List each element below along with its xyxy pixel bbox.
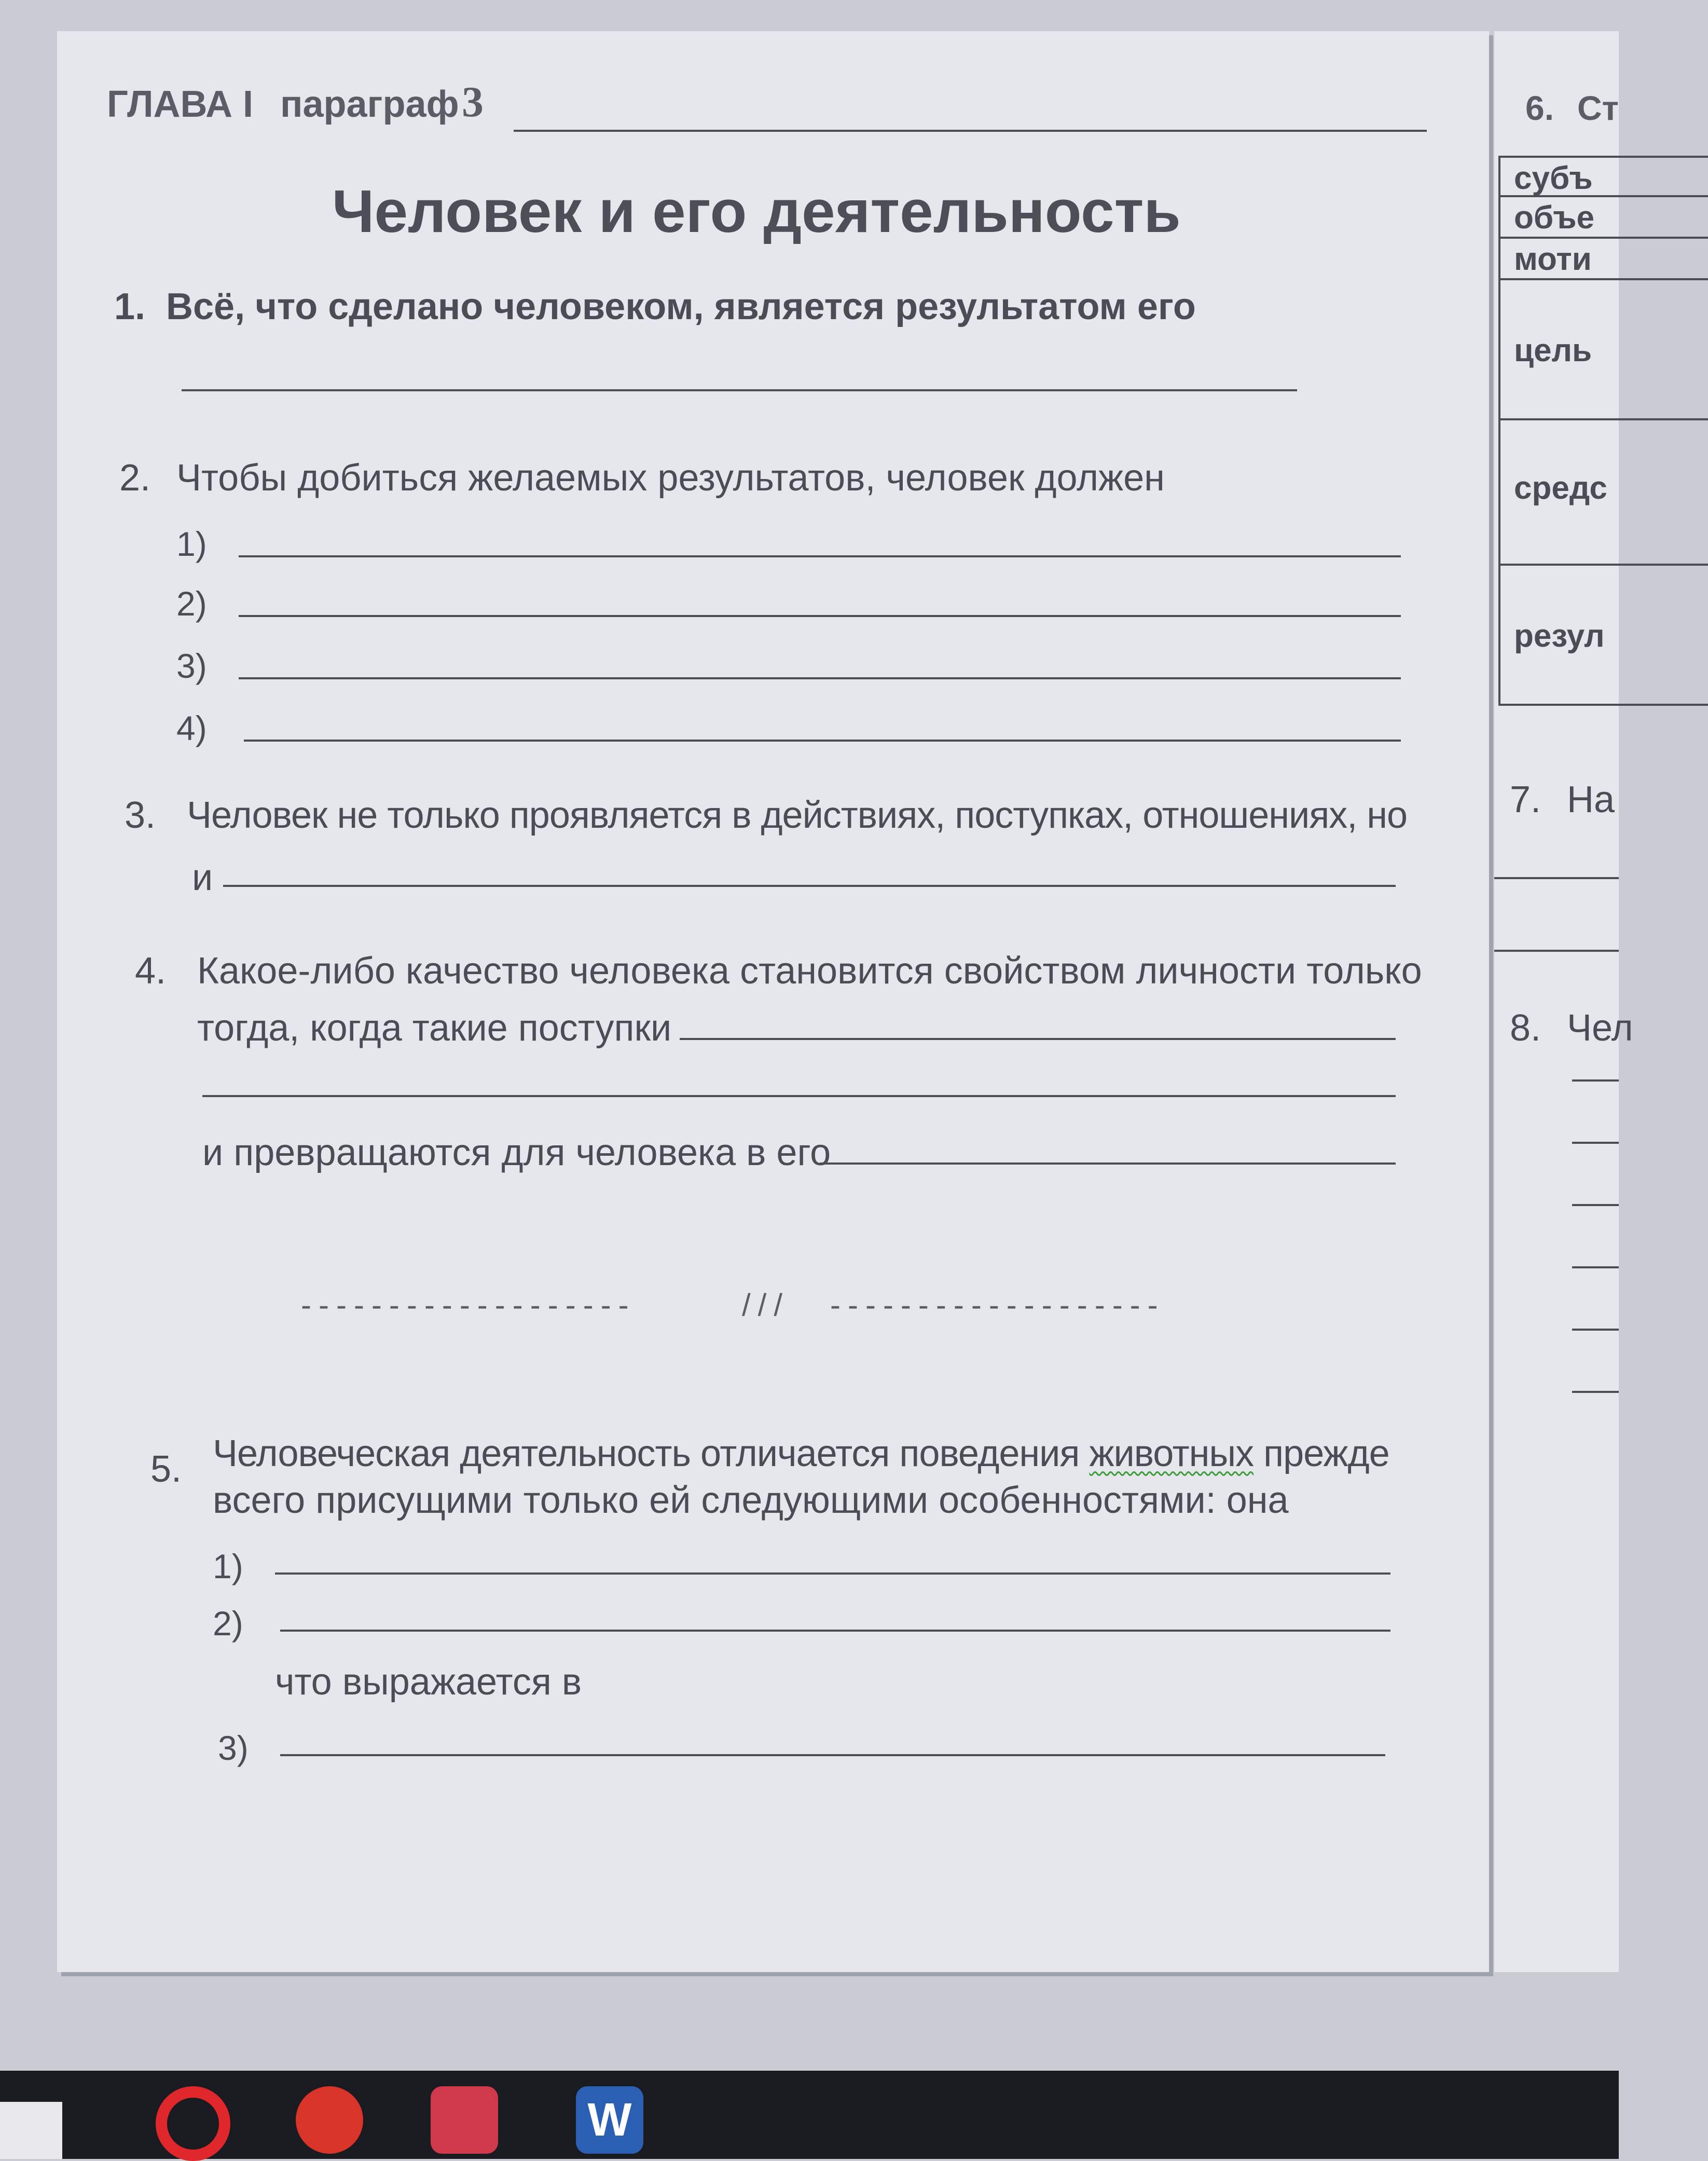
q7-answer-line-1[interactable]: [1494, 877, 1619, 879]
q2-item-3-line[interactable]: [239, 677, 1401, 679]
q4-text-line2: тогда, когда такие поступки: [197, 1007, 672, 1049]
q5-item-3-number: 3): [218, 1729, 249, 1767]
q5-number: 5.: [150, 1448, 182, 1490]
q2-item-2-number: 2): [176, 584, 207, 623]
start-icon[interactable]: [0, 2102, 62, 2159]
q5-text-line2: всего присущими только ей следующими особенностями: она: [213, 1480, 1289, 1521]
email-icon[interactable]: [431, 2086, 498, 2154]
table-row: цель: [1500, 280, 1708, 420]
opera-icon[interactable]: [156, 2086, 230, 2161]
q6-number: 6.: [1525, 89, 1554, 127]
q7-text: На: [1567, 779, 1615, 820]
q4-number: 4.: [135, 950, 167, 992]
q5-item-1-number: 1): [213, 1547, 243, 1585]
q8-answer-line[interactable]: [1572, 1142, 1619, 1144]
q3-text-line2: и: [192, 857, 213, 898]
q8-text: Чел: [1567, 1007, 1633, 1049]
chapter-label: ГЛАВА I: [107, 84, 253, 125]
q4-text-line1: Какое-либо качество человека становится свойством личности только: [197, 950, 1422, 992]
q8-answer-line[interactable]: [1572, 1079, 1619, 1082]
header-line: [514, 130, 1427, 132]
q2-number: 2.: [119, 457, 151, 499]
paragraph-number: 3: [462, 78, 484, 126]
q1-number: 1.: [114, 286, 146, 327]
q2-text: Чтобы добиться желаемых результатов, человек должен: [176, 457, 1165, 499]
document-page: [57, 31, 1489, 1972]
q8-answer-line[interactable]: [1572, 1391, 1619, 1393]
q5-item-2-number: 2): [213, 1604, 243, 1643]
table-row: субъ: [1500, 156, 1708, 197]
q5-subtext: что выражается в: [275, 1661, 582, 1703]
q7-number: 7.: [1510, 779, 1541, 820]
q3-number: 3.: [125, 795, 156, 836]
separator-right: -------------------: [830, 1288, 1165, 1322]
word-icon[interactable]: W: [576, 2086, 643, 2154]
structure-table: [1498, 156, 1708, 706]
table-row: средс: [1500, 420, 1708, 566]
q8-number: 8.: [1510, 1007, 1541, 1049]
q2-item-1-number: 1): [176, 525, 207, 563]
q5-item-3-line[interactable]: [280, 1754, 1385, 1756]
q2-item-3-number: 3): [176, 647, 207, 685]
document-page-right: [1494, 31, 1633, 1972]
q8-answer-line[interactable]: [1572, 1329, 1619, 1331]
q5-item-2-line[interactable]: [280, 1630, 1390, 1632]
q8-answer-line[interactable]: [1572, 1204, 1619, 1206]
q1-answer-line[interactable]: [182, 389, 1297, 391]
q4-answer-line-3[interactable]: [820, 1162, 1396, 1165]
q2-item-4-line[interactable]: [244, 740, 1401, 742]
table-row: моти: [1500, 239, 1708, 280]
q4-answer-line-1[interactable]: [680, 1038, 1396, 1040]
q2-item-1-line[interactable]: [239, 555, 1401, 557]
q2-item-4-number: 4): [176, 709, 207, 747]
taskbar: [0, 2071, 1619, 2159]
q3-text-line1: Человек не только проявляется в действиях, поступках, отношениях, но: [187, 795, 1408, 836]
q6-text: Ст: [1577, 89, 1619, 127]
separator-mid: ///: [742, 1288, 790, 1322]
yandex-icon[interactable]: [296, 2086, 363, 2154]
q8-answer-line[interactable]: [1572, 1266, 1619, 1268]
q4-text-line3: и превращаются для человека в его: [202, 1132, 831, 1173]
paragraph-label: параграф: [280, 84, 459, 125]
q1-text: Всё, что сделано человеком, является результатом его: [166, 286, 1196, 327]
table-row: объе: [1500, 197, 1708, 239]
q5-text-line1: Человеческая деятельность отличается поведения животных прежде: [213, 1433, 1389, 1474]
q3-answer-line[interactable]: [223, 885, 1396, 887]
q4-answer-line-2[interactable]: [202, 1095, 1396, 1097]
q7-answer-line-2[interactable]: [1494, 950, 1619, 952]
table-row: резул: [1500, 566, 1708, 706]
q2-item-2-line[interactable]: [239, 615, 1401, 617]
q5-item-1-line[interactable]: [275, 1572, 1390, 1575]
separator-left: -------------------: [301, 1288, 636, 1322]
page-title: Человек и его деятельность: [332, 177, 1181, 245]
